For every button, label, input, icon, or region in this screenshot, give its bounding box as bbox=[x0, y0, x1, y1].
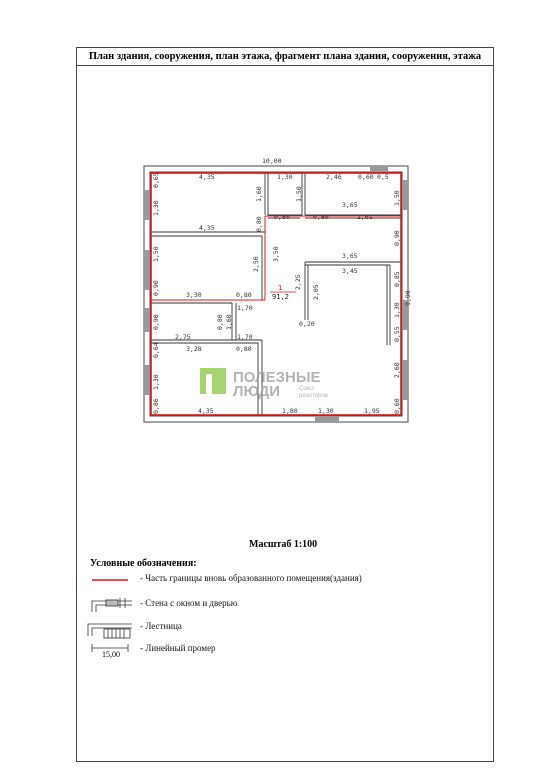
watermark-line1: ПОЛЕЗНЫЕ bbox=[233, 369, 321, 386]
watermark-logo bbox=[200, 368, 328, 400]
dim-label: 3,45 bbox=[342, 267, 358, 275]
dim-label: 4,35 bbox=[199, 173, 215, 181]
dim-label: 2,75 bbox=[175, 333, 191, 341]
dim-label: 1,50 bbox=[393, 190, 401, 206]
dim-label: 1,95 bbox=[364, 407, 380, 415]
legend-symbols bbox=[88, 580, 132, 652]
dim-label: 1,50 bbox=[295, 186, 303, 202]
dim-label: 1,50 bbox=[152, 246, 160, 262]
dim-label: 1,80 bbox=[282, 407, 298, 415]
dim-label: 4,35 bbox=[199, 224, 215, 232]
dim-label: 4,35 bbox=[198, 407, 214, 415]
legend-item-wall: - Стена с окном и дверью bbox=[140, 598, 238, 608]
dim-label: 0,90 bbox=[152, 280, 160, 296]
dim-label: 0,64 bbox=[152, 342, 160, 358]
legend-item-measure: - Линейный промер bbox=[140, 643, 216, 653]
dim-label: 0,65 bbox=[152, 172, 160, 188]
dim-label: 1,30 bbox=[152, 200, 160, 216]
legend-wall-symbol bbox=[92, 598, 132, 612]
dim-label: 0,80 bbox=[216, 314, 224, 330]
dim-label: 0,90 bbox=[393, 230, 401, 246]
dim-label: 0,80 bbox=[274, 213, 290, 221]
dim-label: 1,30 bbox=[393, 302, 401, 318]
dim-label: 3,30 bbox=[186, 291, 202, 299]
dim-label: 1,70 bbox=[237, 304, 253, 312]
dim-label: 0,60 bbox=[393, 398, 401, 414]
dim-label: 3,65 bbox=[342, 252, 358, 260]
dim-label: 1,60 bbox=[225, 314, 233, 330]
dim-label: 1,30 bbox=[277, 173, 293, 181]
dim-label: 1,70 bbox=[237, 333, 253, 341]
dim-label: 1,60 bbox=[255, 186, 263, 202]
dim-label: 0,80 bbox=[255, 216, 263, 232]
watermark-icon bbox=[200, 368, 226, 394]
legend-stairs-symbol bbox=[88, 624, 132, 638]
scale-label: Масштаб 1:100 bbox=[249, 539, 318, 550]
dim-label: 2,25 bbox=[294, 274, 302, 290]
dim-label: 0,80 bbox=[313, 213, 329, 221]
dim-label: 0,86 bbox=[152, 398, 160, 414]
dim-label: 0,90 bbox=[152, 314, 160, 330]
dim-label: 0,80 bbox=[236, 345, 252, 353]
dim-label: 0,20 bbox=[299, 320, 315, 328]
legend-title: Условные обозначения: bbox=[90, 558, 197, 569]
dim-label: 0,60 bbox=[358, 173, 374, 181]
dim-label: 0,5 bbox=[377, 173, 389, 181]
dim-label: 2,50 bbox=[252, 256, 260, 272]
sheet-header: План здания, сооружения, план этажа, фрагмент плана здания, сооружения, этажа bbox=[77, 48, 493, 66]
dim-label: 0,85 bbox=[393, 271, 401, 287]
dim-label: 1,30 bbox=[318, 407, 334, 415]
dim-label: 3,50 bbox=[272, 246, 280, 262]
dim-label: 2,05 bbox=[312, 284, 320, 300]
watermark-sub1: Союз bbox=[299, 386, 314, 392]
watermark-sub2: риэлторов bbox=[299, 393, 328, 399]
dim-label: 2,61 bbox=[357, 213, 373, 221]
watermark-line2: ЛЮДИ bbox=[233, 383, 281, 400]
dim-label: 2,60 bbox=[393, 362, 401, 378]
dim-label: 3,28 bbox=[186, 345, 202, 353]
dim-label: 0,80 bbox=[236, 291, 252, 299]
dim-label: 3,65 bbox=[342, 201, 358, 209]
dim-label: 1,30 bbox=[152, 374, 160, 390]
dim-label: 2,46 bbox=[326, 173, 342, 181]
dim-label: 9,90 bbox=[404, 290, 412, 306]
room-area: 91,2 bbox=[272, 293, 289, 301]
dim-total-width: 10,00 bbox=[262, 157, 282, 165]
dim-label: 0,55 bbox=[393, 326, 401, 342]
legend-item-boundary: - Часть границы вновь образованного помещения(здания) bbox=[140, 573, 362, 583]
legend-measure-value: 15,00 bbox=[102, 650, 120, 659]
room-label bbox=[270, 284, 296, 301]
legend-item-stairs: - Лестница bbox=[140, 621, 182, 631]
room-number: 1 bbox=[278, 284, 283, 292]
